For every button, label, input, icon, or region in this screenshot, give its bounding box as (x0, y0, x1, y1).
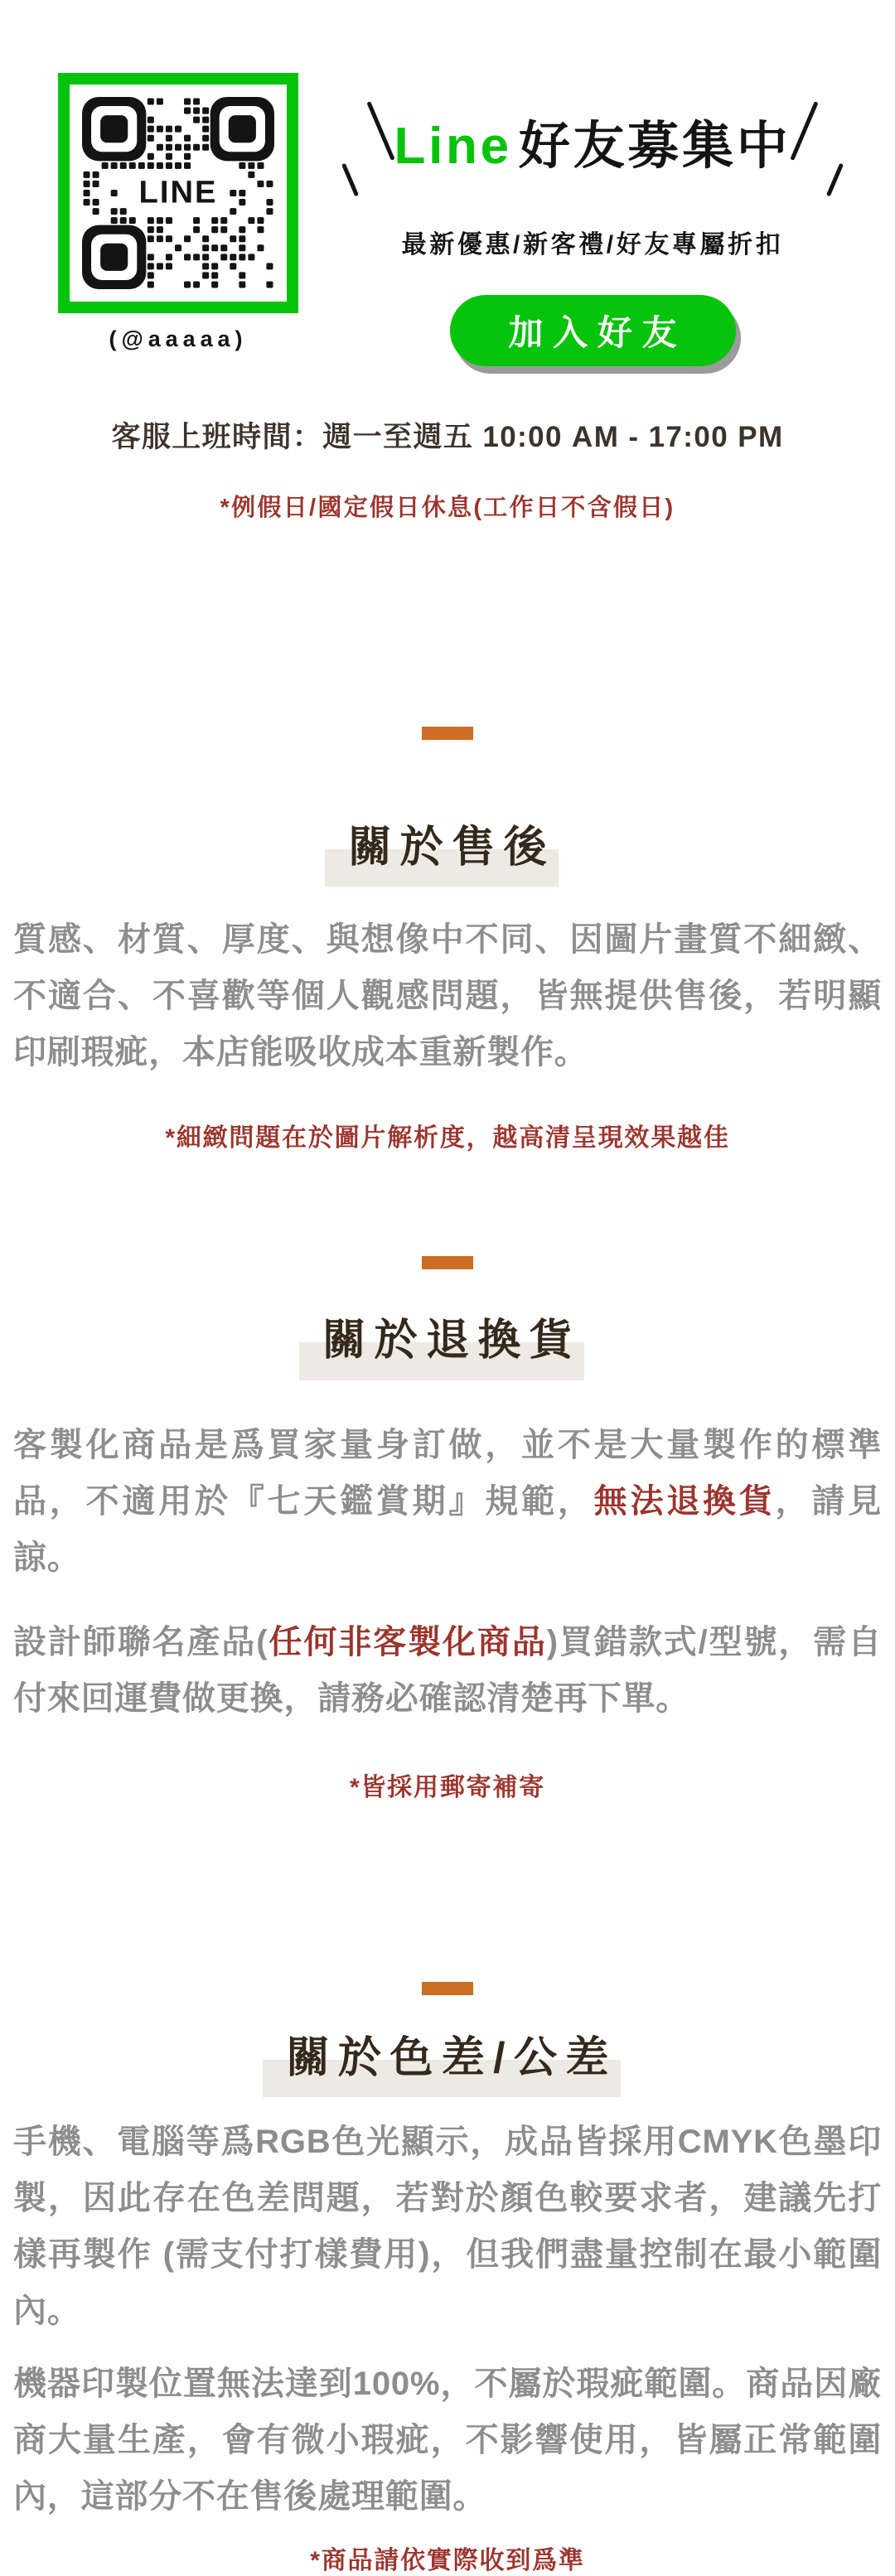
burst-left-icon (343, 94, 389, 199)
line-promo (298, 73, 895, 366)
text-segment: 設計師聯名產品( (13, 1623, 268, 1660)
section-heading-wrap (0, 823, 895, 873)
section-divider (422, 1982, 473, 1995)
text-segment: 手機、電腦等爲RGB色光顯示，成品皆採用CMYK色墨印製，因此存在色差問題，若對於顏色較要求者，建議先打樣再製作 (需支付打樣費用)，但我們盡量控制在最小範圍內。 (13, 2124, 882, 2330)
section-heading-wrap (0, 1316, 895, 1366)
burst-right-icon (796, 94, 842, 199)
text-segment: 客製化商品是爲買家量身訂做，並不是大量製作的標準品，不適用於『七天鑑賞期』規範， (13, 1426, 882, 1520)
join-friend-button[interactable]: 加入好友 (450, 295, 736, 366)
section-heading: 關於退換貨 (314, 1316, 581, 1366)
qr-code-image (82, 97, 274, 289)
paragraph (0, 1417, 895, 1586)
line-signup-banner (0, 0, 895, 366)
service-hours: 客服上班時間：週一至週五 10:00 AM - 17:00 PM (111, 421, 784, 453)
emphasis-text: 任何非客製化商品 (268, 1623, 547, 1660)
line-title-latin: Line (394, 117, 512, 175)
emphasis-text: 無法退換貨 (593, 1482, 776, 1520)
section-heading-wrap (0, 2033, 895, 2084)
line-title-cjk: 好友募集中 (518, 117, 791, 175)
qr-caption: (@aaaaa) (109, 326, 248, 351)
paragraph (0, 2114, 895, 2339)
qr-block (58, 73, 298, 352)
section-note: *商品請依實際收到爲準 (310, 2547, 585, 2575)
section-heading: 關於色差/公差 (278, 2033, 617, 2084)
promo-subtitle: 最新優惠/新客禮/好友專屬折扣 (401, 231, 784, 259)
line-title (394, 118, 791, 175)
paragraph (0, 911, 895, 1080)
text-segment: ，請見諒。 (13, 1482, 882, 1576)
section-note: *細緻問題在於圖片解析度，越高清呈現效果越佳 (165, 1124, 730, 1153)
section-returns (0, 1256, 895, 1802)
qr-finder-top-right (210, 97, 274, 161)
section-divider (422, 1256, 473, 1269)
qr-finder-bottom-left (82, 225, 146, 289)
section-note: *皆採用郵寄補寄 (349, 1773, 546, 1801)
qr-finder-top-left (82, 97, 146, 161)
qr-line-label: LINE (138, 174, 218, 210)
holiday-note: *例假日/國定假日休息(工作日不含假日) (220, 495, 675, 521)
qr-code (58, 73, 298, 313)
paragraph (0, 2356, 895, 2525)
paragraph (0, 1614, 895, 1727)
line-title-row (343, 94, 843, 199)
section-divider (422, 727, 473, 740)
section-heading: 關於售後 (340, 823, 555, 873)
text-segment: 質感、材質、厚度、與想像中不同、因圖片畫質不細緻、不適合、不喜歡等個人觀感問題，皆無提供售後，若明顯印刷瑕疵，本店能吸收成本重新製作。 (13, 921, 882, 1071)
text-segment: 機器印製位置無法達到100%，不屬於瑕疵範圍。商品因廠商大量生產，會有微小瑕疵，不影響使用，皆屬正常範圍內，這部分不在售後處理範圍。 (13, 2366, 882, 2516)
section-after-sales (0, 727, 895, 1153)
text-segment: )買錯款式/型號，需自付來回運費做更換，請務必確認清楚再下單。 (13, 1623, 882, 1717)
section-color-tolerance (0, 1982, 895, 2576)
